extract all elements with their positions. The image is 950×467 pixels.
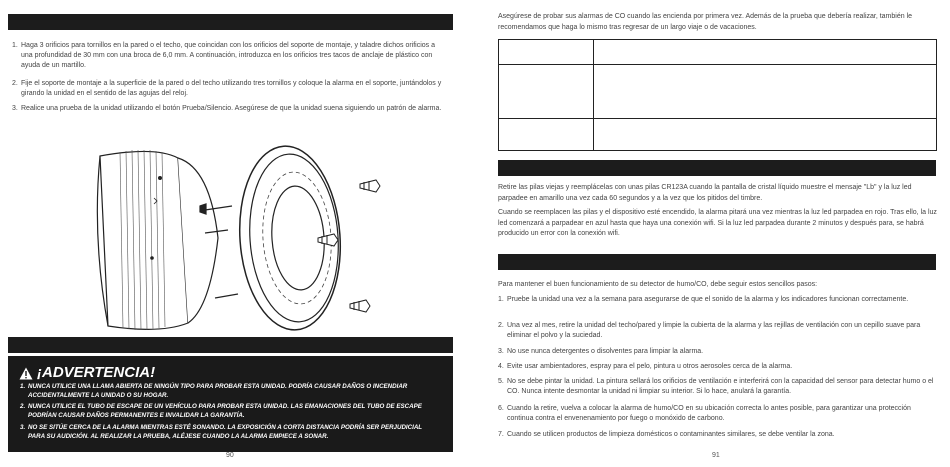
test-table <box>498 39 937 151</box>
maintenance-step-text: No use nunca detergentes o disolventes para limpiar la alarma. <box>507 348 704 355</box>
installation-illustration <box>60 138 430 338</box>
table-row-divider <box>499 118 936 119</box>
smoke-alarm-unit <box>97 150 218 330</box>
maintenance-step: 4. Evite usar ambientadores, espray para el pelo, pintura u otros aerosoles cerca de la alarma. <box>498 362 938 372</box>
warning-box <box>8 356 453 452</box>
maintenance-step-text: Una vez al mes, retire la unidad del techo/pared y limpie la cubierta de la alarma y las rejillas de ventilación con un cepillo suave para eliminar el polvo y la suciedad. <box>507 322 921 339</box>
warning-item-text: NUNCA UTILICE UNA LLAMA ABIERTA DE NINGÚN TIPO PARA PROBAR ESTA UNIDAD. PODRÍA CAUSAR DAÑOS O INCENDIAR ACCIDENTALMENTE LA UNIDAD O SU HOGAR. <box>28 383 408 399</box>
warning-icon <box>19 367 33 380</box>
section-header-bar <box>498 254 936 270</box>
install-step: 2. Fije el soporte de montaje a la superficie de la pared o del techo utilizando tres tornillos y coloque la alarma en el soporte, juntándolos y girando la unidad en el sentido de las agujas del reloj. <box>12 80 442 97</box>
warning-item-text: NUNCA UTILICE EL TUBO DE ESCAPE DE UN VEHÍCULO PARA PROBAR ESTA UNIDAD. LAS EMANACIONES DEL TUBO DE ESCAPE PODRÍAN CAUSAR DAÑOS PERMANENTES E INVALIDAR LA GARANTÍA. <box>28 403 422 419</box>
maintenance-step-text: Cuando se utilicen productos de limpieza domésticos o contaminantes similares, se debe ventilar la zona. <box>507 431 835 438</box>
table-column-divider <box>593 40 594 150</box>
section-header-bar <box>8 14 453 30</box>
maintenance-step: 1. Pruebe la unidad una vez a la semana para asegurarse de que el sonido de la alarma y los indicadores funcionan correctamente. <box>498 295 938 305</box>
maintenance-step-text: Pruebe la unidad una vez a la semana para asegurarse de que el sonido de la alarma y los indicadores funcionan correctamente. <box>507 296 909 303</box>
maintenance-step: 5. No se debe pintar la unidad. La pintura sellará los orificios de ventilación e interferirá con la capacidad del sensor para detectar humo o el CO. Nunca intente desmontar la unidad ni limpiar su interior. Si lo hace, anulará la garantía. <box>498 377 938 397</box>
install-step: 1. Haga 3 orificios para tornillos en la pared o el techo, que coincidan con los orificios del soporte de montaje, y taladre dichos orificios a una profundidad de 30 mm con una broca de 6,0 mm. A continuación, introduzca en los orificios tres tacos de anclaje de plástico con ayuda de un martillo. <box>12 41 442 71</box>
left-page <box>0 0 465 467</box>
warning-item: 2. NUNCA UTILICE EL TUBO DE ESCAPE DE UN VEHÍCULO PARA PROBAR ESTA UNIDAD. LAS EMANACIONES DEL TUBO DE ESCAPE PODRÍAN CAUSAR DAÑOS PERMANENTES E INVALIDAR LA GARANTÍA. <box>20 403 440 420</box>
maintenance-step: 2. Una vez al mes, retire la unidad del techo/pared y limpie la cubierta de la alarma y las rejillas de ventilación con un cepillo suave para eliminar el polvo y la suciedad. <box>498 321 938 341</box>
maintenance-step: 6. Cuando la retire, vuelva a colocar la alarma de humo/CO en su ubicación correcta lo antes posible, para garantizar una protección continua contra el envenenamiento por fuego o monóxido de carbono. <box>498 404 938 424</box>
table-row-divider <box>499 64 936 65</box>
install-step-text: Fije el soporte de montaje a la superficie de la pared o del techo utilizando tres tornillos y coloque la alarma en el soporte, juntándolos y girando la unidad en el sentido de las agujas del reloj. <box>21 80 442 97</box>
battery-paragraph: Cuando se reemplacen las pilas y el dispositivo esté encendido, la alarma pitará una vez mientras la luz led parpadea en rojo. Tras ello, la luz led comenzará a parpadear en azul hasta que haya una conexión wifi. Si la luz led parpadea durante 2 minutos y después para, se habrá producido un error con la conexión wifi. <box>498 209 937 237</box>
section-header-bar <box>498 160 936 176</box>
maintenance-step: 7. Cuando se utilicen productos de limpieza domésticos o contaminantes similares, se debe ventilar la zona. <box>498 430 938 440</box>
maintenance-step-text: No se debe pintar la unidad. La pintura sellará los orificios de ventilación e interferirá con la capacidad del sensor para detectar humo o el CO. Nunca intente desmontar la unidad ni limpiar su interior. Si lo hace, anulará la garantía. <box>507 378 934 395</box>
install-step-text: Realice una prueba de la unidad utilizando el botón Prueba/Silencio. Asegúrese de que la unidad suena siguiendo un patrón de alarma. <box>21 105 442 112</box>
install-step-text: Haga 3 orificios para tornillos en la pared o el techo, que coincidan con los orificios del soporte de montaje, y taladre dichos orificios a una profundidad de 30 mm con una broca de 6,0 mm. A continuación, introduzca en los orificios tres tacos de anclaje de plástico con ayuda de un martillo. <box>21 42 436 69</box>
page-number: 91 <box>712 452 720 459</box>
warning-item-text: NO SE SITÚE CERCA DE LA ALARMA MIENTRAS ESTÉ SONANDO. LA EXPOSICIÓN A CORTA DISTANCIA PODRÍA SER PERJUDICIAL PARA SU AUDICIÓN. AL REALIZAR LA PRUEBA, ALÉJESE CUANDO LA ALARMA EMPIECE A SONAR. <box>28 424 422 440</box>
battery-paragraph: Retire las pilas viejas y reemplácelas con unas pilas CR123A cuando la pantalla de cristal líquido muestre el mensaje "Lb" y la luz led parpadee en amarillo una vez cada 60 segundos y a la vez que los pitidos del timbre. <box>498 184 912 202</box>
warning-item: 3. NO SE SITÚE CERCA DE LA ALARMA MIENTRAS ESTÉ SONANDO. LA EXPOSICIÓN A CORTA DISTANCIA PODRÍA SER PERJUDICIAL PARA SU AUDICIÓN. AL REALIZAR LA PRUEBA, ALÉJESE CUANDO LA ALARMA EMPIECE A SONAR. <box>20 424 440 441</box>
warning-item: 1. NUNCA UTILICE UNA LLAMA ABIERTA DE NINGÚN TIPO PARA PROBAR ESTA UNIDAD. PODRÍA CAUSAR DAÑOS O INCENDIAR ACCIDENTALMENTE LA UNIDAD O SU HOGAR. <box>20 383 440 400</box>
warning-title: ¡ADVERTENCIA! <box>19 364 155 381</box>
section-header-bar <box>8 337 453 353</box>
intro-paragraph: Asegúrese de probar sus alarmas de CO cuando las encienda por primera vez. Además de la prueba que debería realizar, también le recomendamos que haga lo mismo tras regresar de un largo viaje o de vacaciones. <box>498 13 913 31</box>
maintenance-step-text: Cuando la retire, vuelva a colocar la alarma de humo/CO en su ubicación correcta lo antes posible, para garantizar una protección continua contra el envenenamiento por fuego o monóxido de carbono. <box>507 405 911 422</box>
maintenance-intro: Para mantener el buen funcionamiento de su detector de humo/CO, debe seguir estos sencillos pasos: <box>498 281 818 288</box>
page-number: 90 <box>226 452 234 459</box>
install-step: 3. Realice una prueba de la unidad utilizando el botón Prueba/Silencio. Asegúrese de que la unidad suena siguiendo un patrón de alarma. <box>12 105 442 112</box>
maintenance-step: 3. No use nunca detergentes o disolventes para limpiar la alarma. <box>498 347 938 357</box>
maintenance-step-text: Evite usar ambientadores, espray para el pelo, pintura u otros aerosoles cerca de la alarma. <box>507 363 793 370</box>
